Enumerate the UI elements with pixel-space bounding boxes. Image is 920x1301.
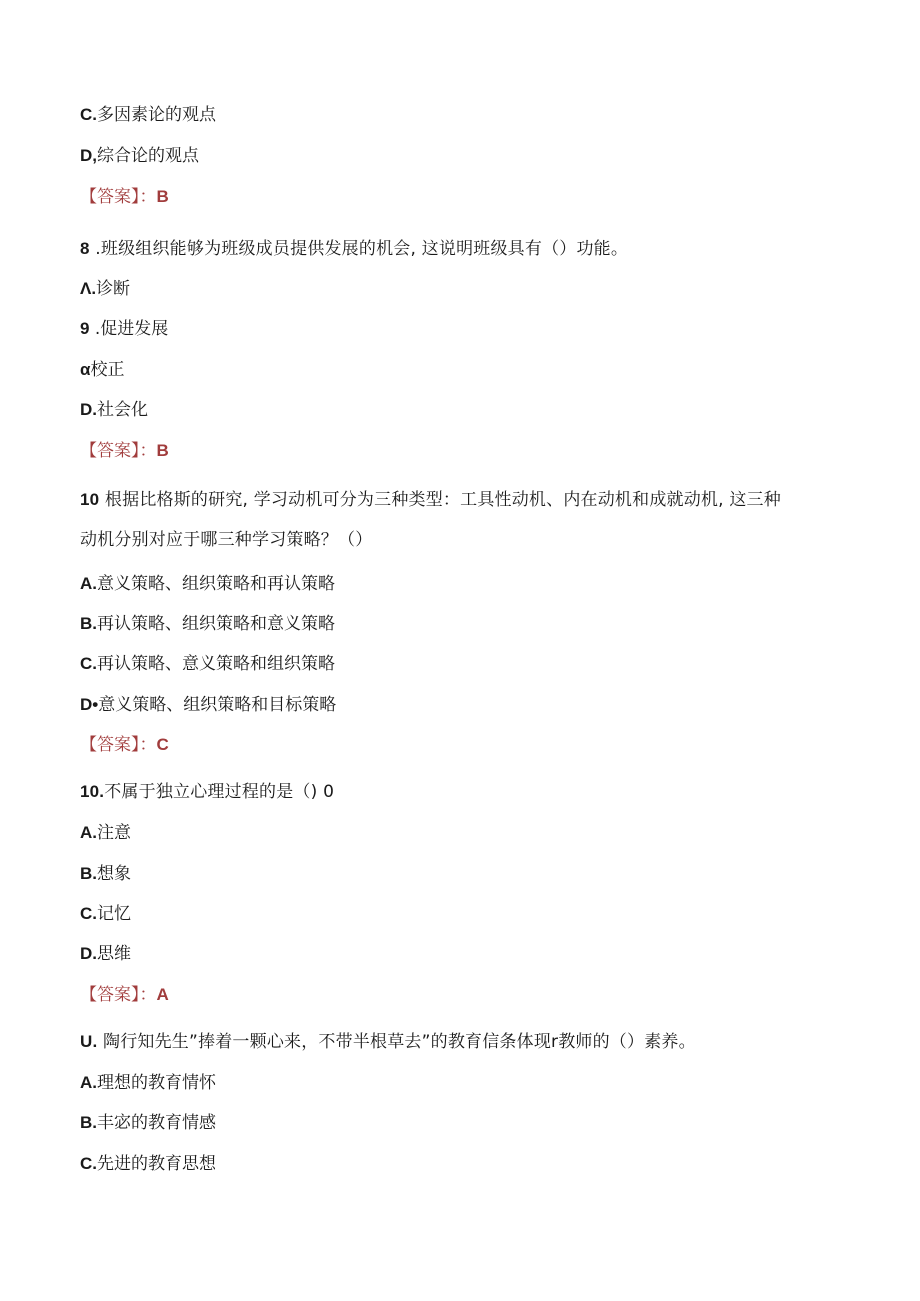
option-text: 想象 (97, 864, 131, 884)
answer-label: 【答案】： (80, 187, 157, 207)
option-text: 多因素论的观点 (97, 105, 216, 125)
option-letter: Λ. (80, 279, 97, 298)
question-text: .班级组织能够为班级成员提供发展的机会, 这说明班级具有（）功能。 (89, 239, 629, 259)
option-text: 理想的教育情怀 (97, 1073, 216, 1093)
answer-line (80, 733, 169, 757)
question-number: 10. (80, 782, 105, 801)
option-line (80, 317, 168, 341)
option-text: 意义策略、组织策略和目标策略 (98, 695, 337, 715)
question-line (80, 237, 628, 261)
option-letter: C. (80, 654, 97, 673)
option-line (80, 862, 131, 886)
question-line (80, 780, 334, 804)
option-line (80, 652, 335, 676)
option-text: 社会化 (97, 400, 148, 420)
question-number: U. (80, 1032, 98, 1051)
option-text: 综合论的观点 (97, 146, 199, 166)
option-text: 诊断 (96, 279, 131, 299)
option-text: 思维 (97, 944, 131, 964)
question-text: 不属于独立心理过程的是（) 0 (104, 782, 335, 802)
answer-value: B (156, 441, 169, 460)
option-line (80, 612, 335, 636)
answer-label: 【答案】： (80, 735, 157, 755)
option-letter: B. (80, 1113, 97, 1132)
option-letter: C. (80, 105, 97, 124)
option-text: .促进发展 (89, 319, 169, 339)
question-text: 动机分别对应于哪三种学习策略？（） (80, 530, 373, 550)
option-letter: D, (80, 146, 97, 165)
option-line (80, 572, 335, 596)
answer-value: C (156, 735, 169, 754)
option-letter: D. (80, 944, 97, 963)
answer-value: B (156, 187, 169, 206)
option-line (80, 942, 131, 966)
option-line (80, 1071, 216, 1095)
option-letter: A. (80, 823, 97, 842)
question-number: 10 (80, 490, 100, 509)
answer-label: 【答案】： (80, 441, 157, 461)
option-text: 记忆 (97, 904, 131, 924)
option-text: 意义策略、组织策略和再认策略 (97, 574, 335, 594)
answer-label: 【答案】： (80, 985, 157, 1005)
option-line (80, 144, 199, 168)
option-text: 先进的教育思想 (97, 1154, 216, 1174)
question-text: 陶行知先生”捧着一颗心来，不带半根草去”的教育信条体现r教师的（）素养。 (97, 1032, 696, 1052)
option-line (80, 103, 216, 127)
option-letter: A. (80, 1073, 97, 1092)
option-letter: C. (80, 1154, 97, 1173)
option-text: 再认策略、意义策略和组织策略 (97, 654, 335, 674)
option-text: 校正 (90, 360, 125, 380)
option-line (80, 398, 148, 422)
option-letter: D• (80, 695, 99, 714)
option-letter: α (80, 360, 91, 379)
question-text: 根据比格斯的研究, 学习动机可分为三种类型：工具性动机、内在动机和成就动机, 这三种 (99, 490, 781, 510)
option-line (80, 358, 124, 382)
answer-line (80, 185, 169, 209)
option-letter: B. (80, 864, 97, 883)
option-text: 再认策略、组织策略和意义策略 (97, 614, 335, 634)
answer-line (80, 983, 169, 1007)
option-line (80, 902, 131, 926)
question-line (80, 1030, 696, 1054)
answer-value: A (156, 985, 169, 1004)
option-line (80, 1111, 216, 1135)
option-text: 注意 (97, 823, 131, 843)
option-line (80, 821, 131, 845)
option-text: 丰宓的教育情感 (97, 1113, 216, 1133)
question-number: 8 (80, 239, 90, 258)
option-line (80, 1152, 216, 1176)
option-letter: B. (80, 614, 97, 633)
option-letter: C. (80, 904, 97, 923)
question-line (80, 528, 372, 552)
option-letter: D. (80, 400, 97, 419)
answer-line (80, 439, 169, 463)
option-letter: 9 (80, 319, 90, 338)
question-line (80, 488, 781, 512)
option-line (80, 277, 130, 301)
option-letter: A. (80, 574, 97, 593)
option-line (80, 693, 336, 717)
